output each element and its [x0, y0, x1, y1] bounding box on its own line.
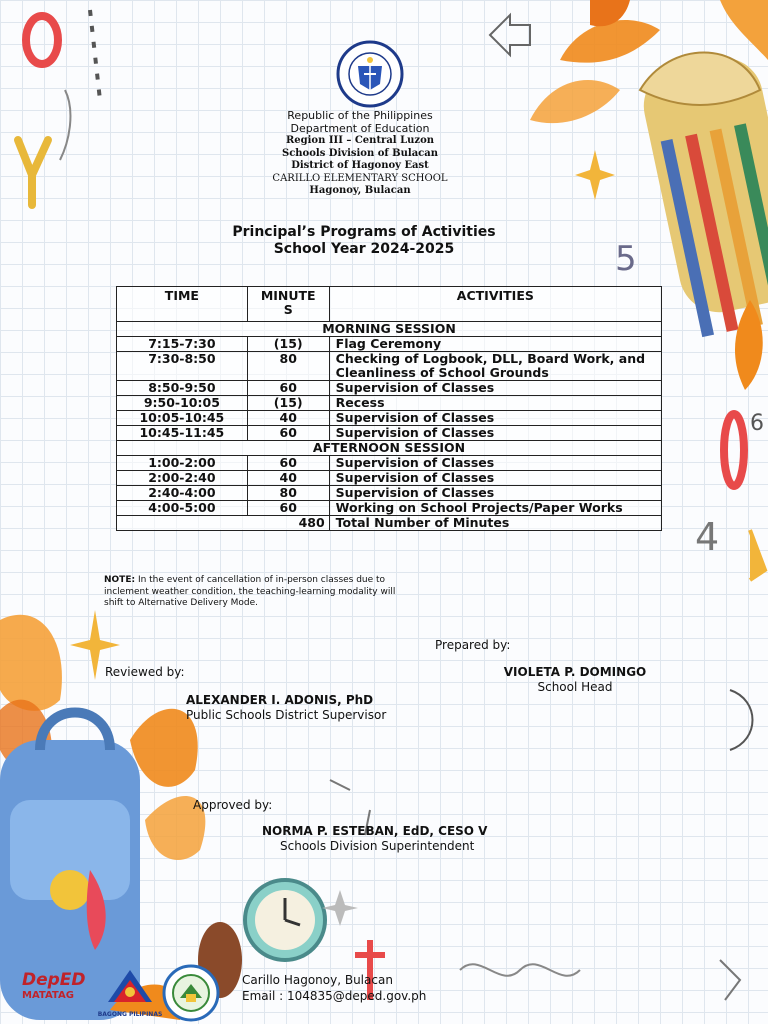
svg-text:6: 6 — [750, 411, 764, 436]
footer-email: Email : 104835@deped.gov.ph — [242, 989, 427, 1003]
afternoon-session-label: AFTERNOON SESSION — [117, 441, 662, 456]
letterhead — [200, 110, 520, 198]
reviewed-by-label: Reviewed by: — [105, 665, 185, 679]
reviewed-by-name: ALEXANDER I. ADONIS, PhD — [186, 693, 374, 707]
numbers-top-left-illustration — [0, 0, 140, 230]
footer-contact — [242, 972, 426, 1004]
table-row: 7:30-8:50 80 Checking of Logbook, DLL, Board Work, and Cleanliness of School Grounds — [117, 352, 662, 381]
table-row: 1:00-2:00 60 Supervision of Classes — [117, 456, 662, 471]
total-minutes: 480 — [117, 516, 330, 531]
session-row-morning — [117, 322, 662, 337]
session-row-afternoon — [117, 441, 662, 456]
table-header-row — [117, 287, 662, 322]
approved-by-block — [262, 824, 487, 854]
prepared-by-label: Prepared by: — [435, 638, 511, 652]
approved-by-title: Schools Division Superintendent — [280, 839, 475, 853]
title-line-1: Principal’s Programs of Activities — [232, 224, 496, 240]
svg-text:5: 5 — [615, 239, 637, 279]
footer-address: Carillo Hagonoy, Bulacan — [242, 973, 393, 987]
note-label: NOTE: — [104, 575, 136, 585]
prepared-by-name: VIOLETA P. DOMINGO — [503, 665, 647, 679]
approved-by-label: Approved by: — [193, 798, 273, 812]
deped-seal-logo — [336, 40, 404, 108]
header-republic: Republic of the Philippines — [287, 109, 433, 122]
table-row: 10:45-11:45 60 Supervision of Classes — [117, 426, 662, 441]
numbers-right-side-illustration — [690, 400, 768, 780]
table-row: 10:05-10:45 40 Supervision of Classes — [117, 411, 662, 426]
header-time: TIME — [117, 287, 248, 322]
note-body: In the event of cancellation of in-person classes due to inclement weather condition, the teaching-learning modality will shift to Alternative Delivery Mode. — [104, 575, 396, 608]
bagong-pilipinas-logo — [97, 966, 163, 1020]
total-row — [117, 516, 662, 531]
arrow-sketch-icon — [485, 10, 535, 60]
table-row: 2:00-2:40 40 Supervision of Classes — [117, 471, 662, 486]
schedule-table — [116, 286, 662, 531]
prepared-by-title: School Head — [537, 680, 613, 694]
document-title — [160, 224, 568, 258]
header-minutes: MINUTE S — [247, 287, 329, 322]
prepared-by-block — [470, 665, 680, 695]
header-location: Hagonoy, Bulacan — [309, 185, 411, 196]
header-department: Department of Education — [290, 121, 430, 135]
approved-by-name: NORMA P. ESTEBAN, EdD, CESO V — [262, 824, 488, 838]
note-text — [104, 575, 400, 613]
table-row: 7:15-7:30 (15) Flag Ceremony — [117, 337, 662, 352]
table-row: 8:50-9:50 60 Supervision of Classes — [117, 381, 662, 396]
morning-session-label: MORNING SESSION — [117, 322, 662, 337]
title-line-2: School Year 2024-2025 — [273, 241, 455, 257]
total-label: Total Number of Minutes — [329, 516, 661, 531]
table-row: 4:00-5:00 60 Working on School Projects/Paper Works — [117, 501, 662, 516]
header-activities: ACTIVITIES — [329, 287, 661, 322]
header-district: District of Hagonoy East — [291, 160, 429, 171]
header-region: Region III – Central Luzon — [285, 135, 435, 146]
table-row: 2:40-4:00 80 Supervision of Classes — [117, 486, 662, 501]
header-school: CARILLO ELEMENTARY SCHOOL — [272, 172, 448, 184]
svg-text:BAGONG PILIPINAS: BAGONG PILIPINAS — [97, 1011, 163, 1018]
reviewed-by-block — [186, 693, 386, 723]
header-division: Schools Division of Bulacan — [281, 147, 439, 159]
reviewed-by-title: Public Schools District Supervisor — [186, 708, 387, 722]
deped-matatag-logo: DepED MATATAG — [22, 970, 86, 1001]
table-row: 9:50-10:05 (15) Recess — [117, 396, 662, 411]
school-seal-logo — [162, 964, 220, 1022]
svg-text:4: 4 — [695, 515, 720, 559]
